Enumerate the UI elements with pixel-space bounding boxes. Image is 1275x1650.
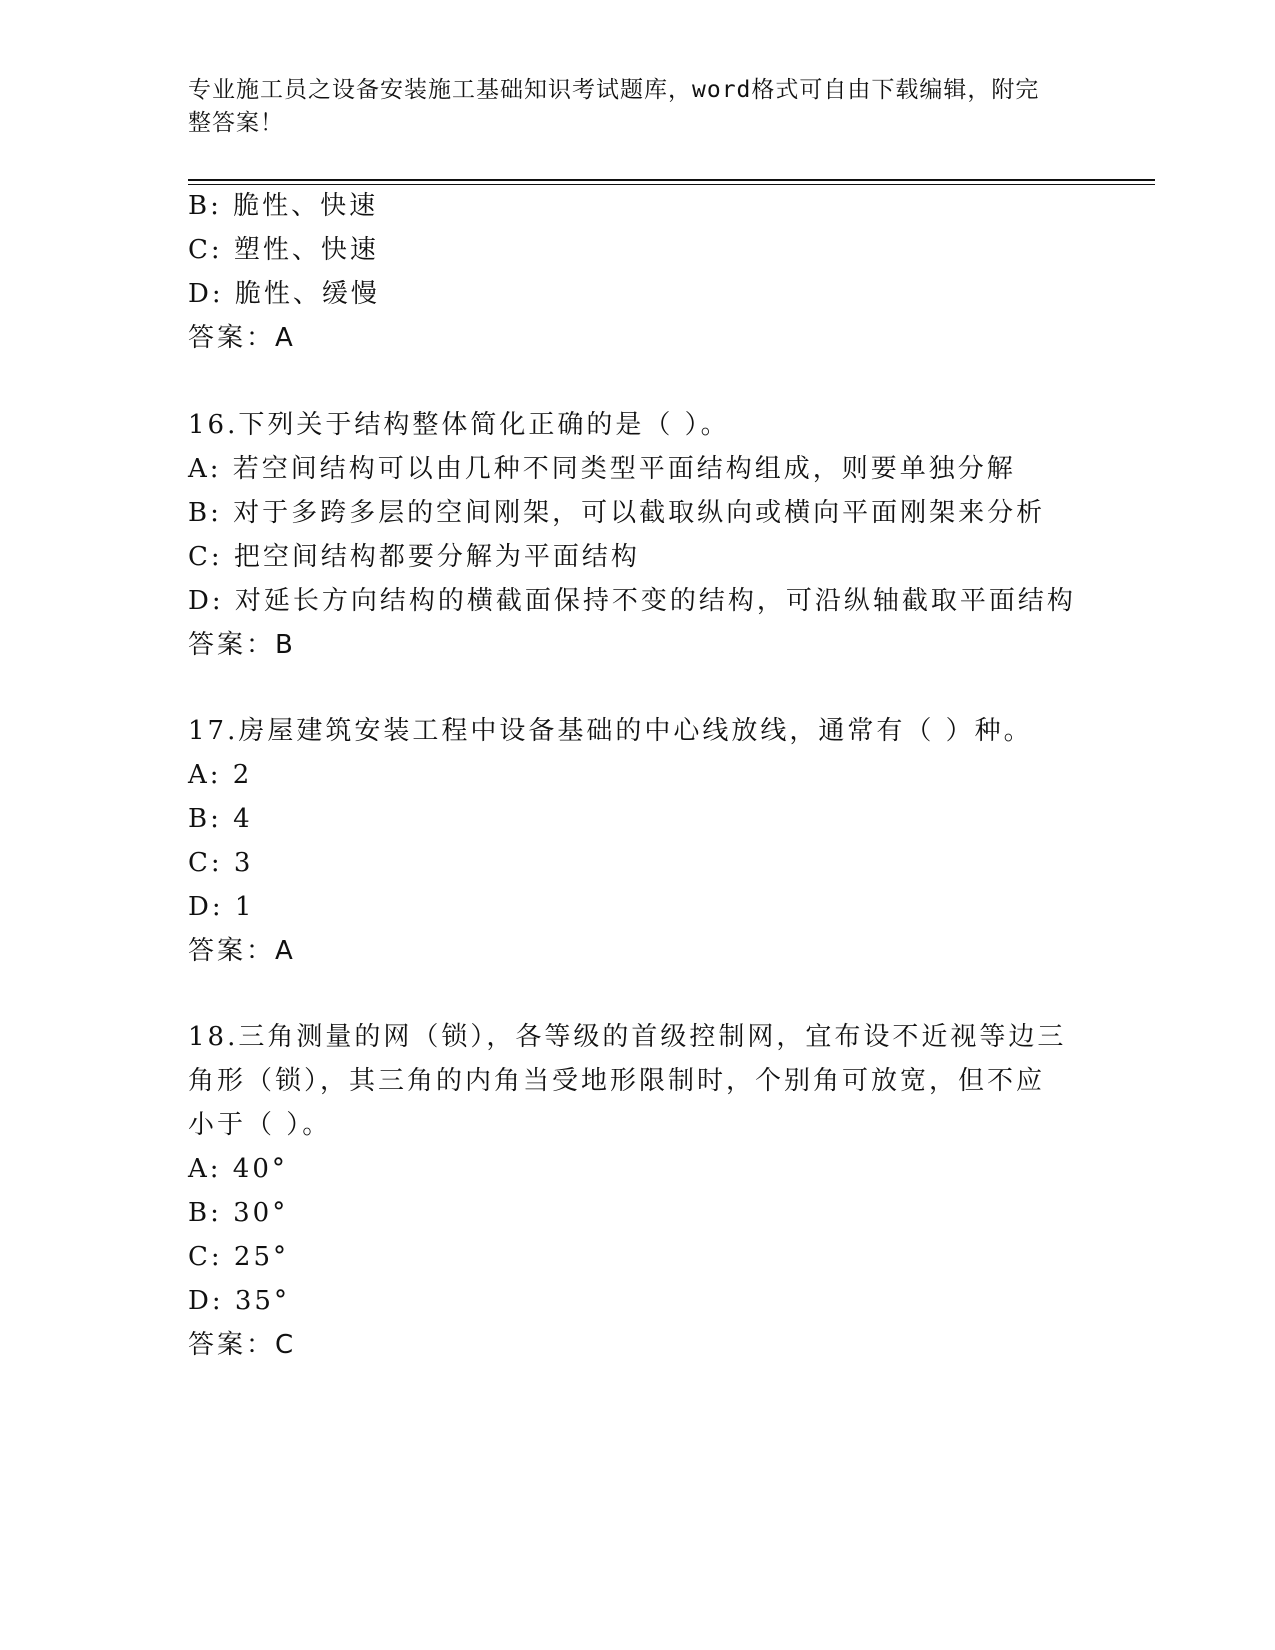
option-line: A: 若空间结构可以由几种不同类型平面结构组成，则要单独分解 [188,454,1016,484]
option-line: D: 1 [188,892,255,922]
question-stem: 17.房屋建筑安装工程中设备基础的中心线放线，通常有（ ）种。 [188,716,1033,746]
header-divider-thick [188,179,1155,181]
question-stem: 小于（ ）。 [188,1110,332,1140]
answer-line: 答案：A [188,936,296,966]
option-line: D: 脆性、缓慢 [188,279,380,309]
answer-line: 答案：C [188,1330,297,1360]
header-line-2: 整答案！ [188,110,284,136]
question-stem: 16.下列关于结构整体简化正确的是（ ）。 [188,410,730,440]
option-line: B: 4 [188,804,253,834]
option-line: C: 25° [188,1242,290,1272]
option-line: A: 2 [188,760,253,790]
option-line: B: 30° [188,1198,289,1228]
answer-line: 答案：B [188,630,296,660]
answer-line: 答案：A [188,323,296,353]
question-stem: 18.三角测量的网（锁），各等级的首级控制网，宜布设不近视等边三 [188,1022,1067,1052]
question-stem: 角形（锁），其三角的内角当受地形限制时，个别角可放宽，但不应 [188,1066,1046,1096]
option-line: D: 35° [188,1286,290,1316]
option-line: C: 塑性、快速 [188,235,379,265]
option-line: D: 对延长方向结构的横截面保持不变的结构，可沿纵轴截取平面结构 [188,586,1076,616]
header-divider-thin [188,184,1155,185]
option-line: C: 3 [188,848,254,878]
option-line: C: 把空间结构都要分解为平面结构 [188,542,640,572]
document-header [188,74,1068,140]
option-line: A: 40° [188,1154,288,1184]
header-line-1: 专业施工员之设备安装施工基础知识考试题库，word格式可自由下载编辑，附完 [188,77,1040,103]
option-line: B: 对于多跨多层的空间刚架，可以截取纵向或横向平面刚架来分析 [188,498,1046,528]
option-line: B: 脆性、快速 [188,191,379,221]
